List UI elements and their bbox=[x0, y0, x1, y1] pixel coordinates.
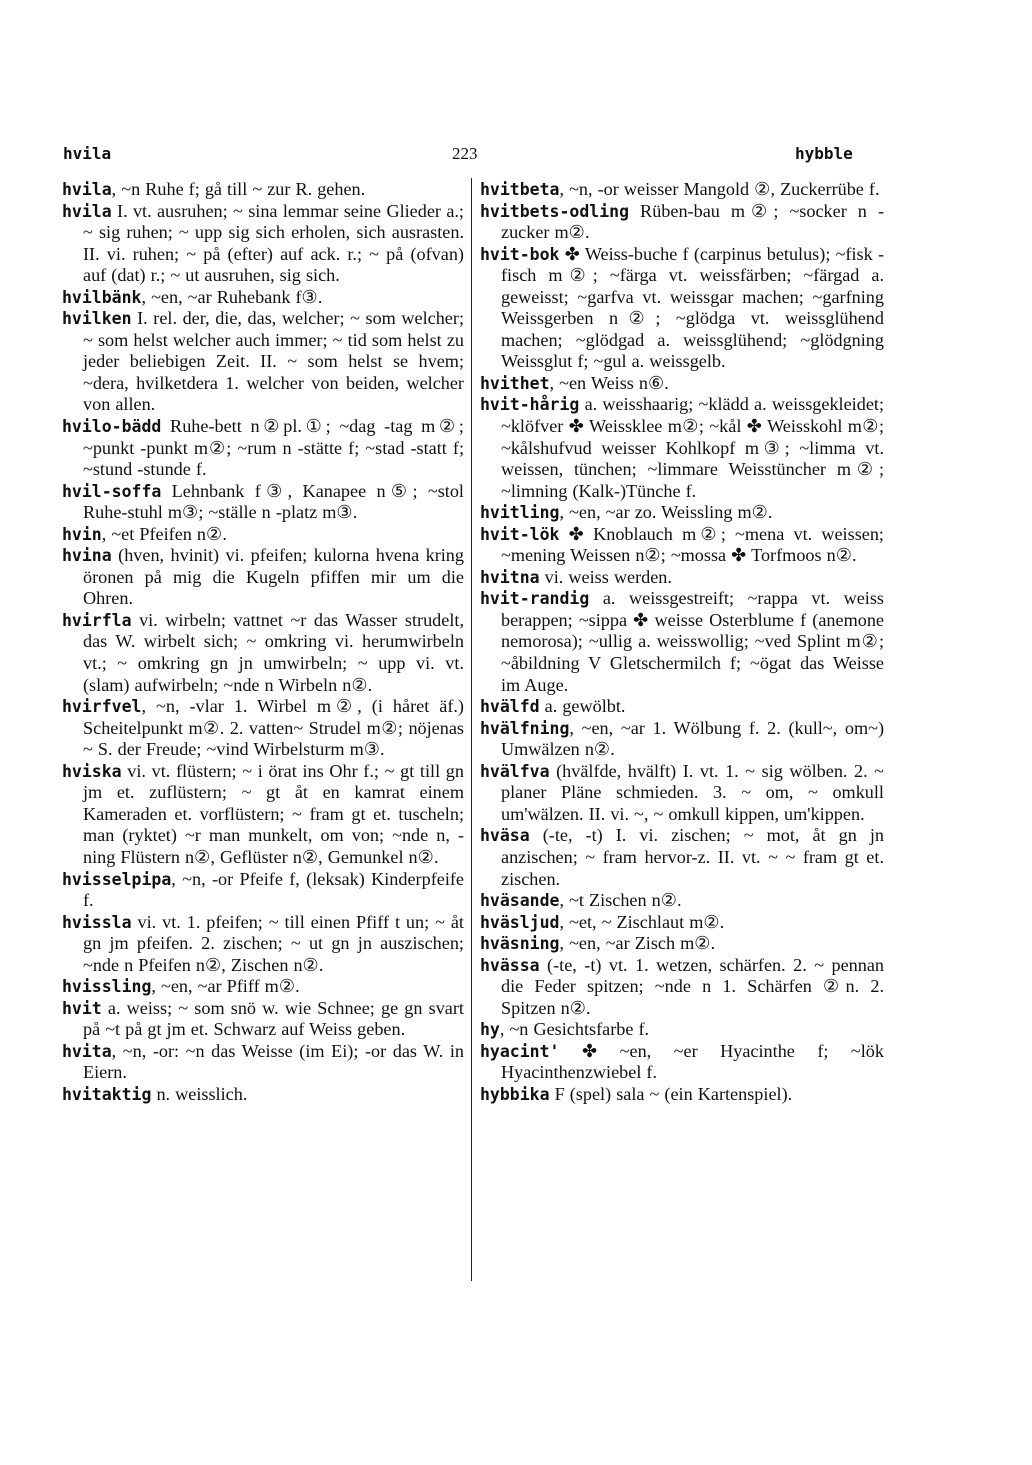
dictionary-entry: hvina (hven, hvinit) vi. pfeifen; kulorna hvena kring öronen på mig die Kugeln pfiffen mir um die Ohren. bbox=[62, 545, 464, 609]
left-column bbox=[62, 179, 464, 1106]
dictionary-entry: hvithet, ~en Weiss n⑥. bbox=[480, 372, 669, 393]
entry-headword: hvitling bbox=[480, 503, 560, 523]
entry-headword: hvilbänk bbox=[62, 287, 142, 307]
dictionary-entry: hvit-hårig a. weisshaarig; ~klädd a. weissgekleidet; ~klöfver ✤ Weissklee m②; ~kål ✤ Weisskohl m②; ~kålshufvud weisser Kohlkopf m③; ~limma vt. weissen, tünchen; ~limmare Weisstüncher m②; ~limning (Kalk-)Tünche f. bbox=[480, 394, 884, 501]
entry-headword: hvitaktig bbox=[62, 1084, 152, 1104]
dictionary-entry: hvila I. vt. ausruhen; ~ sina lemmar seine Glieder a.; ~ sig ruhen; ~ upp sig sich erholen, sich ausrasten. II. vi. ruhen; ~ på (efter) auf ack. r.; ~ på (ofvan) auf (dat) r.; ~ ut ausruhen, sig sich. bbox=[62, 200, 464, 286]
running-head-left: hvila bbox=[63, 144, 112, 163]
dictionary-entry: hvitbets-odling Rüben-bau m②; ~socker n -zucker m②. bbox=[480, 200, 884, 243]
dictionary-entry: hvirfla vi. wirbeln; vattnet ~r das Wasser strudelt, das W. wirbelt sich; ~ omkring vi. herumwirbeln vt.; ~ omkring gn jn umwirbeln; ~ upp vi. vt. (slam) aufwirbeln; ~nde n Wirbeln n②. bbox=[62, 609, 464, 695]
entry-headword: hväsning bbox=[480, 934, 560, 954]
dictionary-entry: hvisselpipa, ~n, -or Pfeife f, (leksak) Kinderpfeife f. bbox=[62, 868, 464, 911]
dictionary-entry: hy, ~n Gesichtsfarbe f. bbox=[480, 1019, 650, 1040]
entry-headword: hvälfd bbox=[480, 697, 540, 717]
entry-headword: hybbika bbox=[480, 1084, 550, 1104]
dictionary-entry: hväsning, ~en, ~ar Zisch m②. bbox=[480, 933, 716, 954]
dictionary-entry: hvilbänk, ~en, ~ar Ruhebank f③. bbox=[62, 286, 323, 307]
entry-headword: hvissla bbox=[62, 912, 132, 932]
running-head-right: hybble bbox=[795, 144, 853, 163]
entry-headword: hvirfla bbox=[62, 610, 132, 630]
entry-headword: hvita bbox=[62, 1041, 112, 1061]
entry-headword: hvässa bbox=[480, 955, 540, 975]
dictionary-entry: hvil-soffa Lehnbank f③, Kanapee n⑤; ~stol Ruhe-stuhl m③; ~ställe n -platz m③. bbox=[62, 480, 464, 523]
entry-headword: hvilo-bädd bbox=[62, 417, 162, 437]
dictionary-entry: hväsa (-te, -t) I. vi. zischen; ~ mot, åt gn jn anzischen; ~ fram hervor-z. II. vt. ~ ~ fram gt et. zischen. bbox=[480, 825, 884, 889]
entry-headword: hvin bbox=[62, 524, 102, 544]
column-divider bbox=[471, 178, 472, 1281]
dictionary-entry: hvitaktig n. weisslich. bbox=[62, 1083, 248, 1104]
dictionary-entry: hvirfvel, ~n, -vlar 1. Wirbel m②, (i håret äf.) Scheitelpunkt m②. 2. vatten~ Strudel m②; nöjenas ~ S. der Freude; ~vind Wirbelsturm m③. bbox=[62, 696, 464, 760]
dictionary-entry: hviska vi. vt. flüstern; ~ i örat ins Ohr f.; ~ gt till gn jm et. zuflüstern; ~ gt åt en kamrat einem Kameraden et. vorflüstern; ~ fram gt et. tuscheln; man (ryktet) ~r man munkelt, om von; ~nde n, -ning Flüstern n②, Geflüster n②, Gemunkel n②. bbox=[62, 760, 464, 867]
dictionary-entry: hvälfning, ~en, ~ar 1. Wölbung f. 2. (kull~, om~) Umwälzen n②. bbox=[480, 717, 884, 760]
dictionary-entry: hvitna vi. weiss werden. bbox=[480, 566, 672, 587]
dictionary-entry: hvita, ~n, -or: ~n das Weisse (im Ei); -or das W. in Eiern. bbox=[62, 1040, 464, 1083]
dictionary-entry: hvilken I. rel. der, die, das, welcher; ~ som welcher; ~ som helst welcher auch immer; ~ tid som helst zu jeder beliebigen Zeit. II. ~ som helst se hvem; ~dera, hvilketdera 1. welcher von beiden, welcher von allen. bbox=[62, 308, 464, 415]
entry-headword: hvälfva bbox=[480, 761, 550, 781]
dictionary-entry: hvälfva (hvälfde, hvälft) I. vt. 1. ~ sig wölben. 2. ~ planer Pläne schmieden. 3. ~ om, ~ omkull um'wälzen. II. vi. ~, ~ omkull kippen, um'kippen. bbox=[480, 760, 884, 824]
entry-headword: hyacint' bbox=[480, 1041, 560, 1061]
entry-headword: hvälfning bbox=[480, 718, 570, 738]
entry-headword: hvitbeta bbox=[480, 180, 560, 199]
entry-headword: hviska bbox=[62, 761, 122, 781]
dictionary-entry: hvit a. weiss; ~ som snö w. wie Schnee; ge gn svart på ~t på gt jm et. Schwarz auf Weiss geben. bbox=[62, 997, 464, 1040]
dictionary-entry: hvissla vi. vt. 1. pfeifen; ~ till einen Pfiff t un; ~ åt gn jm pfeifen. 2. zischen; ~ ut gn jn auszischen; ~nde n Pfeifen n②, Zischen n②. bbox=[62, 911, 464, 975]
dictionary-entry: hvila, ~n Ruhe f; gå till ~ zur R. gehen. bbox=[62, 179, 366, 199]
entry-headword: hvit bbox=[62, 998, 102, 1018]
dictionary-entry: hvitbeta, ~n, -or weisser Mangold ②, Zuckerrübe f. bbox=[480, 179, 880, 199]
dictionary-entry: hvitling, ~en, ~ar zo. Weissling m②. bbox=[480, 502, 773, 523]
dictionary-entry: hväsande, ~t Zischen n②. bbox=[480, 890, 682, 911]
entry-headword: hväsande bbox=[480, 891, 560, 911]
entry-headword: hvilken bbox=[62, 309, 132, 329]
dictionary-entry: hyacint' ✤ ~en, ~er Hyacinthe f; ~lök Hyacinthenzwiebel f. bbox=[480, 1040, 884, 1083]
entry-headword: hvit-bok bbox=[480, 244, 560, 264]
entry-headword: hväsljud bbox=[480, 912, 560, 932]
dictionary-entry: hvit-lök ✤ Knoblauch m②; ~mena vt. weissen; ~mening Weissen n②; ~mossa ✤ Torfmoos n②. bbox=[480, 523, 884, 566]
entry-headword: hväsa bbox=[480, 826, 530, 846]
entry-headword: hvina bbox=[62, 546, 112, 566]
entry-headword: hvisselpipa bbox=[62, 869, 172, 889]
entry-headword: hvila bbox=[62, 201, 112, 221]
entry-headword: hvil-soffa bbox=[62, 481, 162, 501]
dictionary-entry: hvit-bok ✤ Weiss-buche f (carpinus betulus); ~fisk -fisch m②; ~färga vt. weissfärben; ~färgad a. geweisst; ~garfva vt. weissgar machen; ~garfning Weissgerben n②; ~glödga vt. weissglühend machen; ~glödgad a. weissglühend; ~glödgning Weissglut f; ~gul a. weissgelb. bbox=[480, 243, 884, 372]
entry-headword: hvila bbox=[62, 180, 112, 199]
entry-headword: hvitbets-odling bbox=[480, 201, 630, 221]
dictionary-entry: hvissling, ~en, ~ar Pfiff m②. bbox=[62, 976, 300, 997]
dictionary-entry: hvilo-bädd Ruhe-bett n②pl.①; ~dag -tag m②; ~punkt -punkt m②; ~rum n -stätte f; ~stad -statt f; ~stund -stunde f. bbox=[62, 416, 464, 480]
dictionary-entry: hvit-randig a. weissgestreift; ~rappa vt. weiss berappen; ~sippa ✤ weisse Osterblume f (anemone nemorosa); ~ullig a. weisswollig; ~ved Splint m②; ~åbildning V Gletschermilch f; ~ögat das Weisse im Auge. bbox=[480, 588, 884, 695]
dictionary-entry: hvin, ~et Pfeifen n②. bbox=[62, 523, 227, 544]
entry-headword: hvithet bbox=[480, 373, 550, 393]
right-column bbox=[480, 179, 884, 1106]
dictionary-entry: hväsljud, ~et, ~ Zischlaut m②. bbox=[480, 911, 725, 932]
dictionary-entry: hvässa (-te, -t) vt. 1. wetzen, schärfen. 2. ~ pennan die Feder spitzen; ~nde n 1. Schärfen ②n. 2. Spitzen n②. bbox=[480, 954, 884, 1018]
entry-headword: hvirfvel bbox=[62, 697, 142, 717]
entry-headword: hvit-randig bbox=[480, 589, 590, 609]
entry-headword: hvitna bbox=[480, 567, 540, 587]
entry-headword: hvissling bbox=[62, 977, 152, 997]
entry-headword: hvit-hårig bbox=[480, 395, 580, 415]
entry-headword: hy bbox=[480, 1020, 500, 1040]
dictionary-entry: hvälfd a. gewölbt. bbox=[480, 696, 626, 717]
dictionary-entry: hybbika F (spel) sala ~ (ein Kartenspiel). bbox=[480, 1083, 793, 1104]
entry-headword: hvit-lök bbox=[480, 524, 560, 544]
page-number: 223 bbox=[452, 144, 478, 163]
